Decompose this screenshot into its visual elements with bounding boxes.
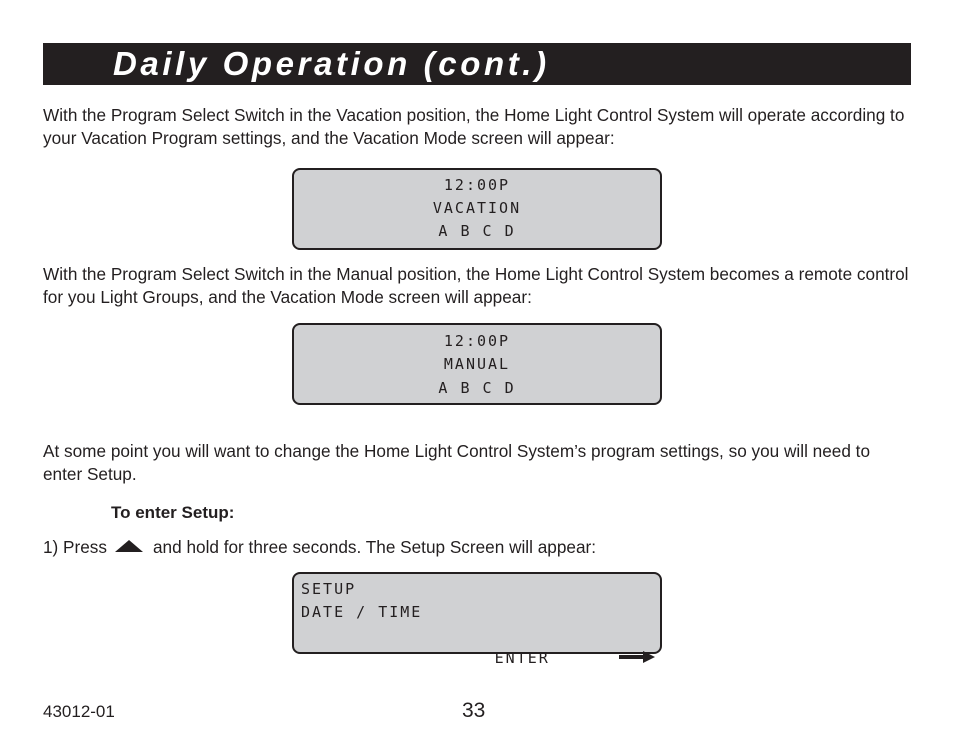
page-number: 33 [462,699,486,722]
lcd-manual-screen [292,323,662,405]
lcd-mode: MANUAL [443,355,511,373]
setup-heading: To enter Setup: [111,503,235,522]
lcd-time: 12:00P [443,332,511,350]
step-suffix: and hold for three seconds. The Setup Screen will appear: [153,537,597,557]
step-prefix: 1) Press [43,537,107,557]
manual-intro-text: With the Program Select Switch in the Manual position, the Home Light Control System becomes a remote control for you Light Groups, and the Vacation Mode screen will appear: [43,264,909,307]
section-header-bar [43,43,911,85]
lcd-groups: A B C D [438,379,516,397]
vacation-intro-text: With the Program Select Switch in the Vacation position, the Home Light Control System will operate according to your Vacation Program settings, and the Vacation Mode screen will appear: [43,105,905,148]
document-code: 43012-01 [43,702,115,721]
lcd-groups: A B C D [438,222,516,240]
setup-step-1 [43,536,596,559]
lcd-vacation-screen [292,168,662,250]
lcd-enter-label: ENTER [494,649,550,667]
lcd-mode: VACATION [432,199,522,217]
right-arrow-icon [553,624,655,693]
lcd-setup-line-2: DATE / TIME [301,603,423,621]
setup-intro-text: At some point you will want to change the Home Light Control System’s program settings, so you will need to enter Setup. [43,441,871,484]
page-title: Daily Operation (cont.) [113,45,550,82]
lcd-time: 12:00P [443,176,511,194]
lcd-setup-line-1: SETUP [301,580,357,598]
lcd-setup-screen [292,572,662,667]
lcd-enter-action [495,624,655,693]
up-triangle-icon [114,536,144,559]
